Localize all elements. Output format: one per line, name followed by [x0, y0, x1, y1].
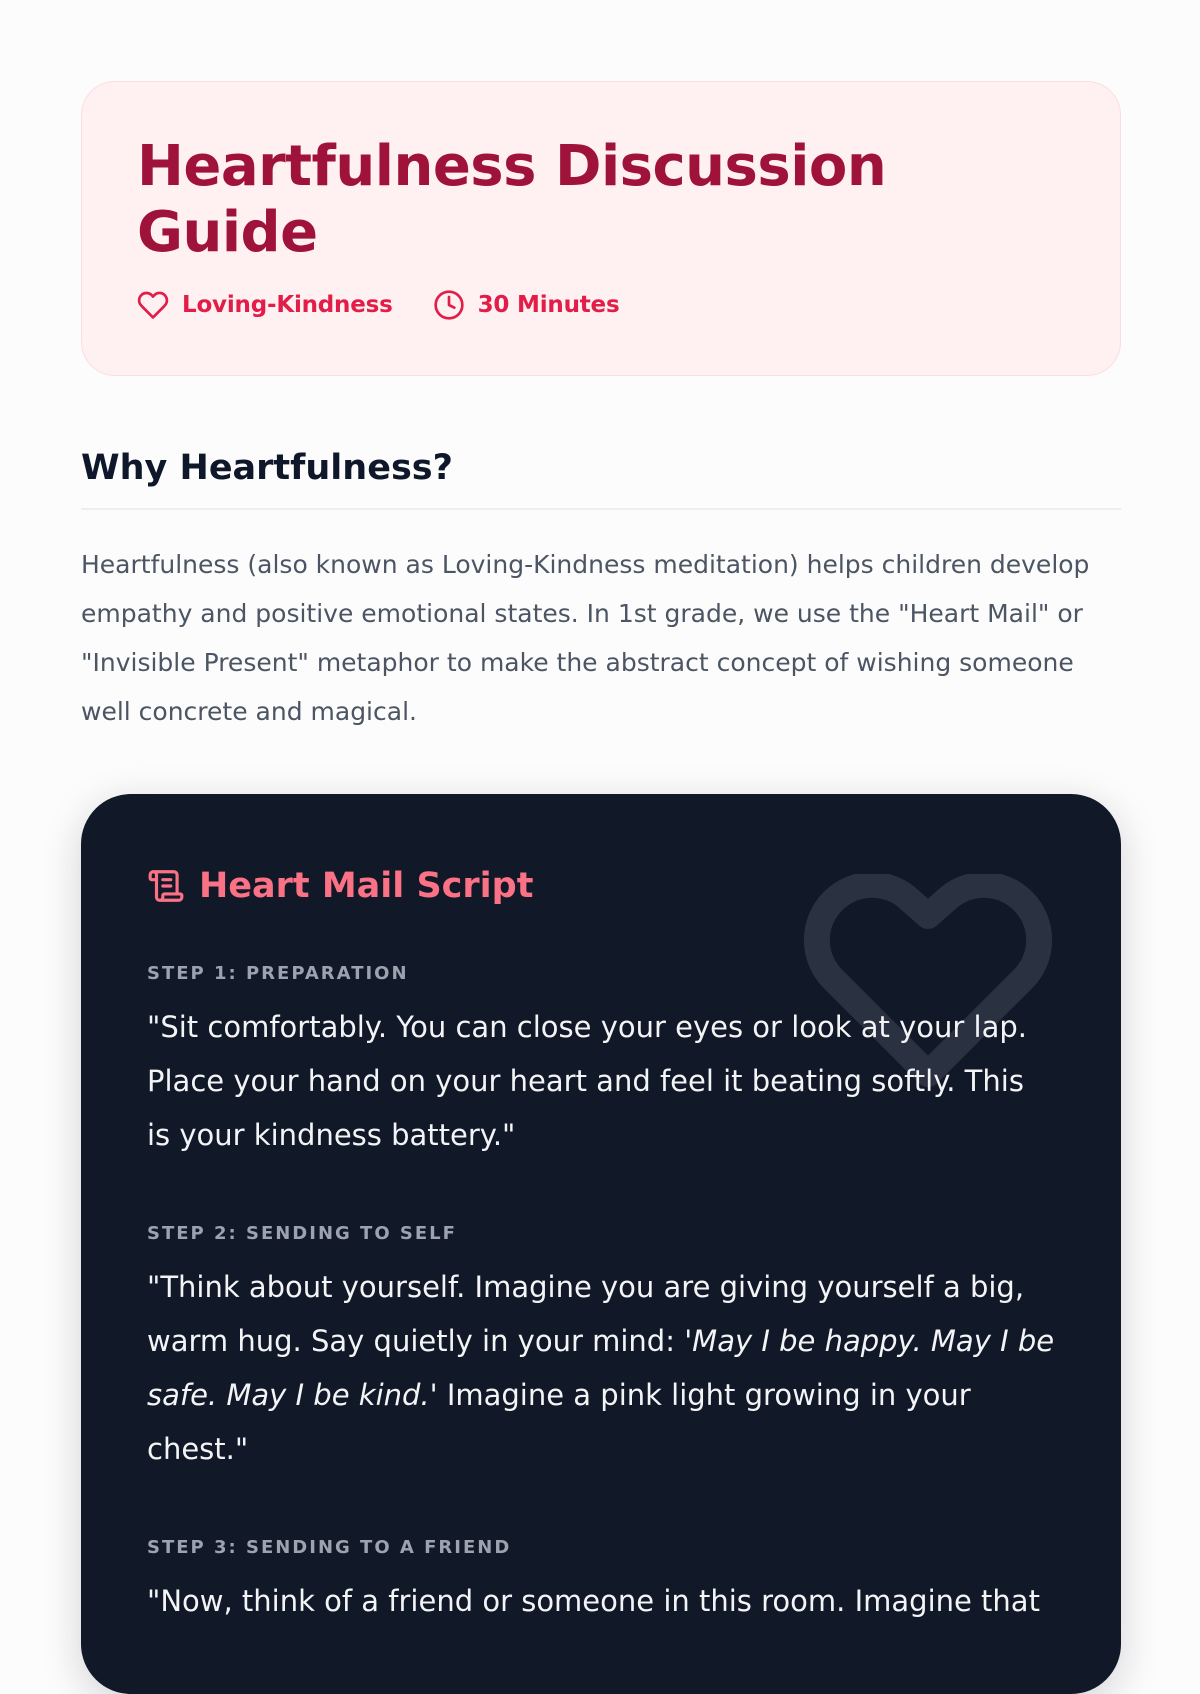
meta-row [137, 288, 1120, 322]
step-label: STEP 2: SENDING TO SELF [147, 1223, 457, 1244]
clock-icon [433, 289, 465, 321]
heart-icon [137, 289, 169, 321]
script-step-3 [147, 1536, 1055, 1628]
meta-duration-label: 30 Minutes [477, 292, 620, 318]
scroll-icon [147, 867, 185, 905]
step-text-affirmation: 'May I be happy. May I be safe. May I be kind.' [147, 1324, 1055, 1412]
meta-practice [137, 289, 393, 321]
meta-duration [433, 289, 620, 321]
step-text-end: Imagine a pink light growing in your chest." [147, 1378, 971, 1466]
discussion-guide-page [81, 81, 1121, 1694]
script-step-1 [147, 962, 1055, 1162]
section-divider [81, 508, 1121, 510]
script-title [147, 864, 1055, 908]
script-title-text: Heart Mail Script [199, 866, 534, 906]
script-card [81, 794, 1121, 1694]
step-label: STEP 1: PREPARATION [147, 963, 409, 984]
meta-practice-label: Loving-Kindness [182, 292, 393, 318]
step-text: "Now, think of a friend or someone in this room. Imagine that [147, 1584, 1040, 1618]
step-label: STEP 3: SENDING TO A FRIEND [147, 1537, 512, 1558]
header-card [81, 81, 1121, 376]
step-text-start: "Think about yourself. Imagine you are giving yourself a big, warm hug. Say quietly in your mind: [147, 1270, 1025, 1358]
intro-paragraph: Heartfulness (also known as Loving-Kindness meditation) helps children develop empathy and positive emotional states. In 1st grade, we use the "Heart Mail" or "Invisible Present" metaphor to make the abstract concept of wishing someone well concrete and magical. [81, 550, 1090, 726]
section-heading: Why Heartfulness? [81, 448, 453, 488]
script-step-2 [147, 1222, 1055, 1476]
page-title: Heartfulness Discussion Guide [137, 134, 887, 265]
step-text: "Sit comfortably. You can close your eyes or look at your lap. Place your hand on your heart and feel it beating softly. This is your kindness battery." [147, 1010, 1027, 1152]
step-text [147, 1260, 1055, 1476]
